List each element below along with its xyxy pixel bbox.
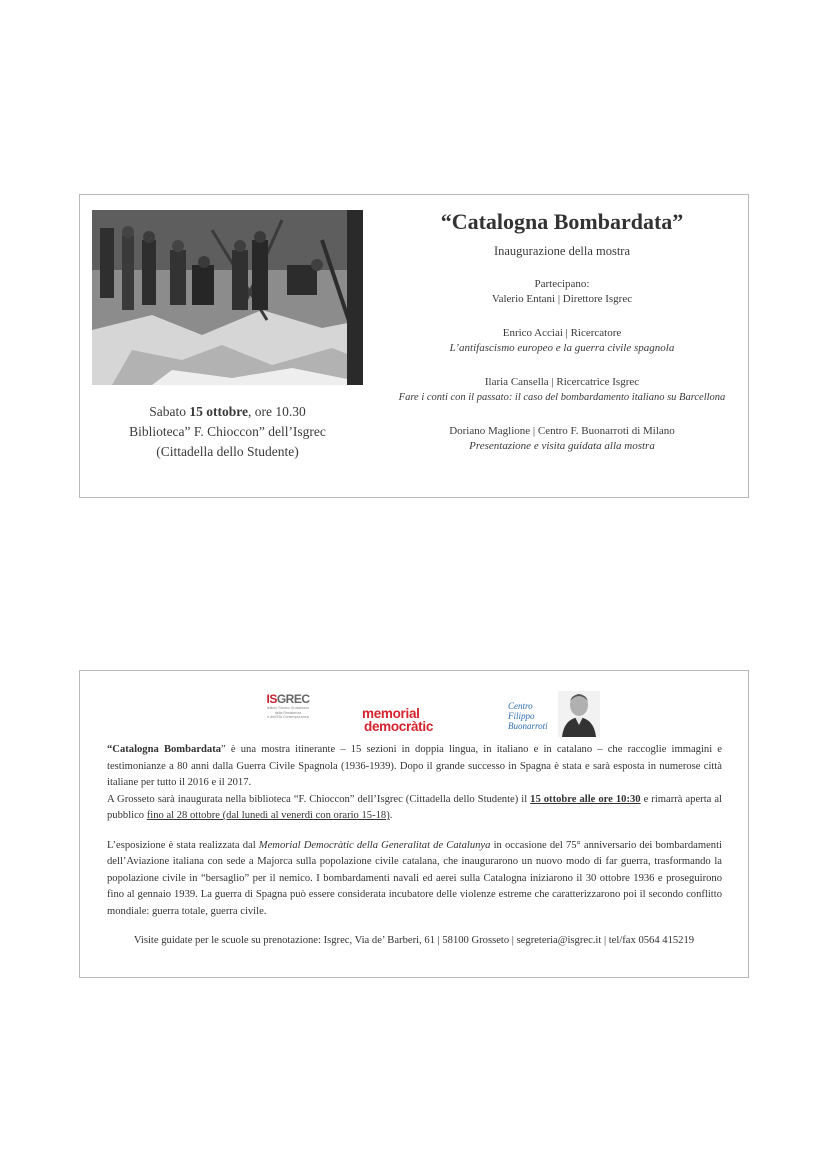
logos-row [80, 671, 748, 741]
isgrec-logo: ISGREC Istituto Storico Grossetano della Resistenza e dell'Età Contemporanea [266, 692, 310, 719]
buonarroti-portrait-icon [558, 691, 600, 737]
exhibition-title: “Catalogna Bombardata” [440, 209, 684, 234]
exhibition-subtitle: Inaugurazione della mostra [493, 244, 631, 258]
participant-talk: Presentazione e visita guidata alla mostra [469, 440, 655, 452]
event-date-place [92, 402, 363, 462]
participants-label: Partecipano: [534, 278, 590, 290]
description-paragraph: L’esposizione è stata realizzata dal Memorial Democràtic della Generalitat de Catalunya in occasione del 75° anniversario dei bombardamenti dell’Aviazione italiana con sede a Majorca sulla popolazione civile catalana, che inaugurarono un nuovo modo di far guerra, trasformando la popolazione civile in “bersaglio” per il nemico. I bombardamenti navali ed aerei sulla Catalogna iniziarono il 30 ottobre 1936 e proseguirono fino al gennaio 1939. La guerra di Spagna può essere considerata incubatore delle violenze estreme che caratterizzarono poi il secondo conflitto mondiale: guerra totale, guerra civile. [107, 839, 722, 917]
centro-buonarroti-logo: Centro Filippo Buonarroti [508, 701, 548, 731]
participant-name: Valerio Entani | Direttore Isgrec [491, 293, 633, 305]
memorial-democratic-logo: memorial democràtic [362, 706, 434, 734]
event-venue: (Cittadella dello Studente) [156, 444, 299, 459]
exhibition-description [107, 742, 722, 920]
event-place: Biblioteca” F. Chioccon” dell’Isgrec [129, 424, 326, 439]
description-card [79, 670, 749, 978]
guided-visits-contact: Visite guidate per le scuole su prenotazione: Isgrec, Via de’ Barberi, 61 | 58100 Grosseto | segreteria@isgrec.it | tel/fax 0564 415219 [133, 935, 695, 946]
participant-name: Enrico Acciai | Ricercatore [502, 327, 622, 339]
ruins-photo-illustration [92, 210, 363, 385]
event-date: Sabato 15 ottobre, ore 10.30 [149, 404, 306, 419]
participant-name: Ilaria Cansella | Ricercatrice Isgrec [484, 376, 640, 388]
participant-talk: L’antifascismo europeo e la guerra civile spagnola [449, 342, 675, 354]
participant-talk: Fare i conti con il passato: il caso del bombardamento italiano su Barcellona [398, 392, 726, 403]
invitation-card [79, 194, 749, 498]
bombing-ruins-photo [92, 210, 363, 385]
program-column [380, 207, 744, 454]
description-paragraph: “Catalogna Bombardata” è una mostra itinerante – 15 sezioni in doppia lingua, in italiano e in catalano – che raccoglie immagini e testimonianze a 80 anni dalla Guerra Civile Spagnola (1936-1939). Dopo il grande successo in Spagna è stata e sarà esposta in numerose città italiane per tutto il 2016 e il 2017. [107, 744, 722, 788]
description-paragraph: A Grosseto sarà inaugurata nella biblioteca “F. Chioccon” dell’Isgrec (Cittadella dello Studente) il 15 ottobre alle ore 10:30 e rimarrà aperta al pubblico fino al 28 ottobre (dal lunedì al venerdì con orario 15-18). [107, 793, 722, 821]
participant-name: Doriano Maglione | Centro F. Buonarroti di Milano [449, 425, 675, 437]
